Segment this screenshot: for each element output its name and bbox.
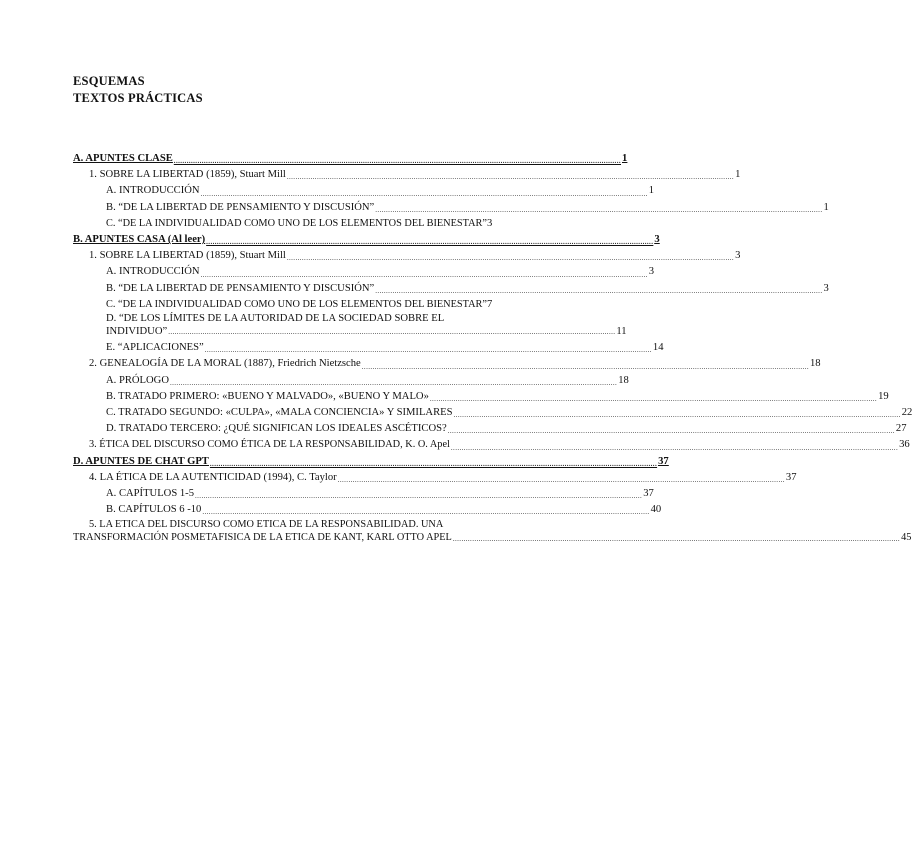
toc-entry[interactable]: A. CAPÍTULOS 1-5 ................................................................................................................................................................................................................ 37 bbox=[106, 488, 654, 501]
toc-entry[interactable]: 4. LA ÉTICA DE LA AUTENTICIDAD (1994), C. Taylor ................................................................................................................................................................................................................ 37 bbox=[89, 471, 797, 485]
title-line-2: TEXTOS PRÁCTICAS bbox=[73, 91, 203, 105]
document-title bbox=[73, 73, 203, 107]
toc-entry[interactable]: B. APUNTES CASA (Al leer) ................................................................................................................................................................................................................ 3 bbox=[73, 234, 660, 247]
toc-entry[interactable]: A. INTRODUCCIÓN ................................................................................................................................................................................................................ 1 bbox=[106, 185, 655, 198]
toc-entry[interactable]: C. “DE LA INDIVIDUALIDAD COMO UNO DE LOS ELEMENTOS DEL BIENESTAR” 7 bbox=[106, 298, 493, 310]
toc-entry[interactable]: 3. ÉTICA DEL DISCURSO COMO ÉTICA DE LA RESPONSABILIDAD, K. O. Apel ................................................................................................................................................................................................................ 36 bbox=[89, 439, 910, 452]
toc-entry[interactable]: A. INTRODUCCIÓN ................................................................................................................................................................................................................ 3 bbox=[106, 266, 655, 279]
table-of-contents bbox=[73, 151, 912, 547]
toc-entry[interactable]: B. “DE LA LIBERTAD DE PENSAMIENTO Y DISCUSIÓN” ................................................................................................................................................................................................................ 3 bbox=[106, 282, 829, 295]
title-line-1: ESQUEMAS bbox=[73, 74, 145, 88]
toc-entry[interactable]: A. PRÓLOGO ................................................................................................................................................................................................................ 18 bbox=[106, 374, 629, 387]
toc-entry[interactable]: E. “APLICACIONES” ................................................................................................................................................................................................................ 14 bbox=[106, 342, 664, 355]
toc-entry[interactable]: B. TRATADO PRIMERO: «BUENO Y MALVADO», «BUENO Y MALO» ................................................................................................................................................................................................................ 19 bbox=[106, 390, 889, 404]
toc-entry[interactable]: D. APUNTES DE CHAT GPT ................................................................................................................................................................................................................ 37 bbox=[73, 455, 669, 468]
toc-entry[interactable]: A. APUNTES CLASE ................................................................................................................................................................................................................ 1 bbox=[73, 153, 628, 166]
toc-entry[interactable]: 2. GENEALOGÍA DE LA MORAL (1887), Friedrich Nietzsche ................................................................................................................................................................................................................ 18 bbox=[89, 358, 821, 371]
toc-entry[interactable]: B. CAPÍTULOS 6 -10 ................................................................................................................................................................................................................ 40 bbox=[106, 504, 662, 517]
toc-entry[interactable]: 1. SOBRE LA LIBERTAD (1859), Stuart Mill ................................................................................................................................................................................................................ 1 bbox=[89, 169, 741, 182]
toc-entry[interactable]: 5. LA ETICA DEL DISCURSO COMO ETICA DE LA RESPONSABILIDAD. UNA TRANSFORMACIÓN POSMETAFISICA DE LA ETICA DE KANT, KARL OTTO APEL ................................................................................................................................................................................................................ 45 bbox=[73, 519, 912, 544]
toc-entry[interactable]: 1. SOBRE LA LIBERTAD (1859), Stuart Mill ................................................................................................................................................................................................................ 3 bbox=[89, 250, 741, 263]
toc-entry[interactable]: D. TRATADO TERCERO: ¿QUÉ SIGNIFICAN LOS IDEALES ASCÉTICOS? ................................................................................................................................................................................................................ 27 bbox=[106, 423, 907, 436]
toc-entry[interactable]: C. “DE LA INDIVIDUALIDAD COMO UNO DE LOS ELEMENTOS DEL BIENESTAR” 3 bbox=[106, 217, 493, 229]
toc-entry[interactable]: C. TRATADO SEGUNDO: «CULPA», «MALA CONCIENCIA» Y SIMILARES ................................................................................................................................................................................................................ 22 bbox=[106, 407, 912, 420]
toc-entry[interactable]: B. “DE LA LIBERTAD DE PENSAMIENTO Y DISCUSIÓN” ................................................................................................................................................................................................................ 1 bbox=[106, 201, 829, 214]
toc-entry[interactable]: D. “DE LOS LÍMITES DE LA AUTORIDAD DE LA SOCIEDAD SOBRE EL INDIVIDUO” ................................................................................................................................................................................................................ 11 bbox=[106, 313, 627, 337]
